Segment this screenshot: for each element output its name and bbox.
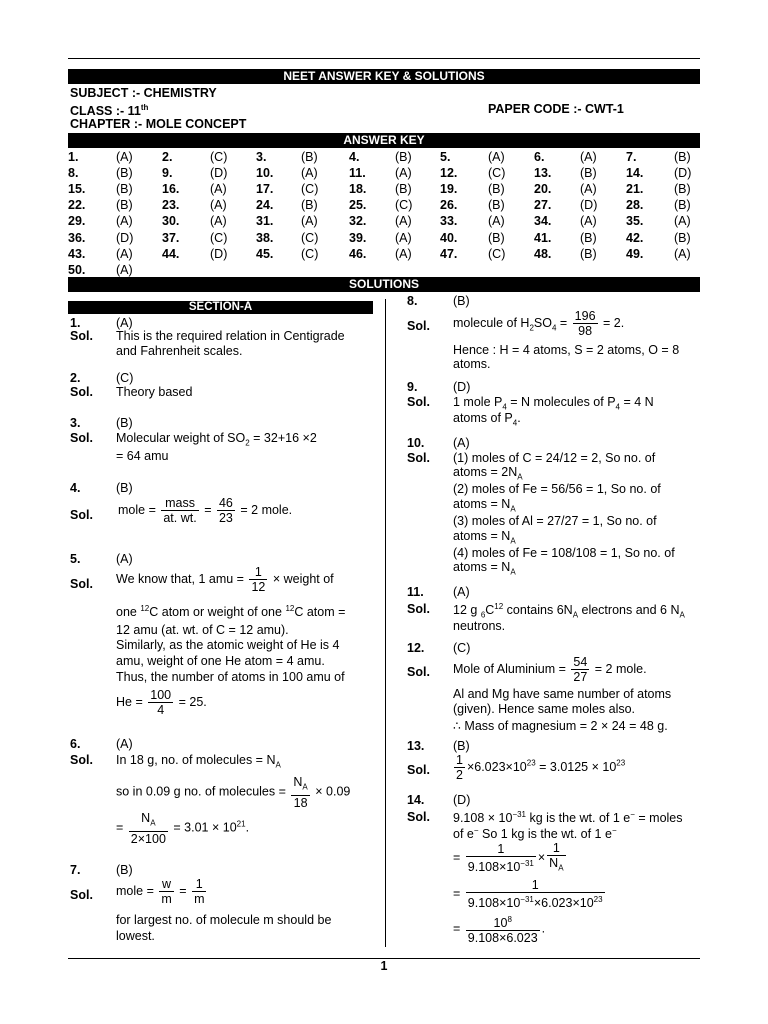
fraction: $\frac{\text{mass}}{at. wt.}$ [163,496,197,525]
fraction: $\frac{1}{12}$ [251,565,266,594]
solution-line: (1) moles of C = 24/12 = 2, So no. of [453,451,656,465]
top-rule [68,58,700,59]
answer-key-row [68,149,700,165]
document-title: NEET ANSWER KEY & SOLUTIONS [68,69,700,84]
key-answer: (B) [116,198,133,213]
key-question-number: 36. [68,230,86,245]
sol-label: Sol. [407,810,430,824]
key-answer: (A) [395,230,412,245]
solution-line: atoms of $P_4$. [453,411,521,428]
key-answer: (B) [395,181,412,196]
class-text: CLASS :- 11 [70,104,141,119]
key-question-number: 17. [256,181,274,196]
solution-line: Al and Mg have same number of atoms [453,687,672,701]
solution-text: Theory based [116,385,193,399]
answer-key-row [68,214,700,230]
key-answer: (C) [210,230,228,245]
solution-equation: = $\frac{10^8}{9.108\times 6.023}$ . [453,915,546,946]
key-answer: (A) [116,214,133,229]
key-answer: (D) [210,165,228,180]
solutions-title: SOLUTIONS [68,277,700,292]
key-question-number: 29. [68,214,86,229]
fraction: $\frac{1}{2}$ [456,753,463,782]
key-question-number: 13. [534,165,552,180]
key-answer: (C) [210,149,228,164]
key-answer: (B) [488,181,505,196]
fraction: $\frac{100}{4}$ [150,688,172,717]
sol-label: Sol. [70,753,93,767]
key-answer: (A) [210,181,227,196]
sol-label: Sol. [70,329,93,343]
sol-label: Sol. [407,395,430,409]
key-answer: (C) [395,198,413,213]
key-answer: (C) [301,230,319,245]
fraction: $\frac{1}{m}$ [194,877,205,906]
answer-key-row [68,230,700,246]
key-answer: (B) [301,198,318,213]
question-number: 5. [70,552,81,566]
subject-line: SUBJECT :- CHEMISTRY [70,86,217,100]
sol-label: Sol. [70,577,93,591]
fraction: $\frac{N_A}{2\times 100}$ [130,811,166,846]
sol-label: Sol. [70,431,93,445]
sol-label: Sol. [407,602,430,616]
solution-line: one $^{12}$C atom or weight of one $^{12}$C atom = [116,604,346,620]
fraction: $\frac{w}{m}$ [161,877,172,906]
question-answer: (C) [453,641,471,655]
key-answer: (D) [674,165,692,180]
question-number: 2. [70,371,81,385]
key-answer: (B) [301,149,318,164]
key-answer: (A) [395,165,412,180]
solution-line: of e− So 1 kg is the wt. of 1 e− [453,826,617,842]
key-answer: (D) [210,246,228,261]
key-answer: (B) [116,165,133,180]
key-answer: (A) [395,214,412,229]
solution-line: (4) moles of Fe = 108/108 = 1, So no. of [453,546,675,560]
key-answer: (C) [301,181,319,196]
key-answer: (C) [488,246,506,261]
question-answer: (A) [453,585,470,599]
solution-equation: $\frac{1}{2}$ $\times 6.023\times 10^{23} = 3.0125 \times 10^{23}$ [456,753,626,782]
page-number: 1 [380,959,388,973]
question-number: 4. [70,481,81,495]
key-question-number: 20. [534,181,552,196]
question-number: 6. [70,737,81,751]
solution-line: 12 amu (at. wt. of C = 12 amu). [116,623,289,637]
key-question-number: 50. [68,262,86,277]
answer-key-row [68,198,700,214]
key-question-number: 45. [256,246,274,261]
key-answer: (D) [580,198,598,213]
solution-line: $9.108 \times 10^{-31}$ kg is the wt. of 1 e− = moles [453,810,683,826]
solution-line: 12 g $_6C^{12}$ contains $6N_A$ electrons and 6 $N_A$ [453,602,685,620]
key-answer: (B) [580,165,597,180]
solution-line: Molecular weight of $SO_2 = 32+16 \times 2$ [116,431,317,448]
solution-equation: mole = $\frac{\text{mass}}{at. wt.}$ = $\frac{46}{23}$ = 2 mole. [118,496,293,525]
question-number: 1. [70,316,81,330]
key-question-number: 38. [256,230,274,245]
key-question-number: 5. [440,149,451,164]
sol-label: Sol. [407,451,430,465]
key-question-number: 47. [440,246,458,261]
sol-label: Sol. [407,763,430,777]
key-question-number: 19. [440,181,458,196]
question-answer: (B) [453,739,470,753]
key-answer: (B) [488,198,505,213]
key-question-number: 34. [534,214,552,229]
key-question-number: 44. [162,246,180,261]
key-question-number: 23. [162,198,180,213]
key-answer: (A) [301,165,318,180]
solution-line: atoms = $2N_A$ [453,465,523,482]
solution-line: (2) moles of Fe = 56/56 = 1, So no. of [453,482,661,496]
key-question-number: 25. [349,198,367,213]
key-answer: (B) [674,181,691,196]
key-answer: (B) [580,246,597,261]
solution-line: He = $\frac{100}{4}$ = 25. [116,688,207,717]
question-number: 13. [407,739,425,753]
key-question-number: 14. [626,165,644,180]
key-question-number: 32. [349,214,367,229]
answer-key-table [68,149,700,279]
solution-line: atoms = $N_A$ [453,560,516,577]
question-answer: (D) [453,793,471,807]
key-answer: (B) [674,230,691,245]
key-answer: (A) [674,246,691,261]
key-question-number: 4. [349,149,360,164]
solution-equation: mole = $\frac{w}{m}$ = $\frac{1}{m}$ [116,877,205,906]
key-question-number: 22. [68,198,86,213]
key-question-number: 27. [534,198,552,213]
question-answer: (A) [116,737,133,751]
key-question-number: 7. [626,149,637,164]
fraction: $\frac{N_A}{18}$ [293,775,308,810]
key-question-number: 8. [68,165,79,180]
key-question-number: 1. [68,149,79,164]
solution-line: 1 mole $P_4 = N$ molecules of $P_4 = 4$ N [453,395,654,412]
question-answer: (D) [453,380,471,394]
key-question-number: 49. [626,246,644,261]
solution-line: for largest no. of molecule m should be [116,913,332,927]
key-question-number: 42. [626,230,644,245]
solution-line: amu, weight of one He atom = 4 amu. [116,654,325,668]
question-answer: (A) [453,436,470,450]
question-number: 9. [407,380,418,394]
key-question-number: 40. [440,230,458,245]
question-answer: (B) [453,294,470,308]
question-answer: (B) [116,416,133,430]
solution-line: Thus, the number of atoms in 100 amu of [116,670,345,684]
question-answer: (C) [116,371,134,385]
question-answer: (A) [116,316,133,330]
key-question-number: 12. [440,165,458,180]
sol-label: Sol. [70,385,93,399]
solution-line: so in 0.09 g no. of molecules = $\frac{N_A}{18}$ × 0.09 [116,775,351,810]
key-question-number: 16. [162,181,180,196]
key-question-number: 33. [440,214,458,229]
key-answer: (A) [488,149,505,164]
question-answer: (B) [116,863,133,877]
solution-equation: = $\frac{1}{9.108\times 10^{-31}}$ × $\frac{1}{N_A}$ [453,841,564,875]
key-answer: (A) [210,214,227,229]
key-answer: (B) [580,230,597,245]
key-answer: (A) [395,246,412,261]
key-question-number: 15. [68,181,86,196]
fraction: $\frac{10^8}{9.108\times 6.023}$ [467,915,538,946]
solution-line: ∴ Mass of magnesium = 2 × 24 = 48 g. [453,719,668,733]
solution-line: = 64 amu [116,449,169,463]
key-answer: (B) [116,181,133,196]
key-question-number: 48. [534,246,552,261]
question-number: 11. [407,585,424,599]
question-number: 3. [70,416,81,430]
key-question-number: 9. [162,165,173,180]
key-answer: (B) [488,230,505,245]
class-superscript: th [140,103,149,112]
solution-line: (3) moles of Al = 27/27 = 1, So no. of [453,514,657,528]
fraction: $\frac{1}{9.108\times 10^{-31}\times 6.023\times 10^{23}}$ [467,878,603,911]
fraction: $\frac{196}{98}$ [574,309,596,338]
key-question-number: 46. [349,246,367,261]
section-a-heading: SECTION-A [68,301,373,314]
key-question-number: 35. [626,214,644,229]
solution-line: molecule of $H_2SO_4$ = $\frac{196}{98}$ = 2. [453,309,625,338]
key-question-number: 18. [349,181,367,196]
key-answer: (B) [674,149,691,164]
key-answer: (A) [116,246,133,261]
key-question-number: 41. [534,230,552,245]
key-answer: (A) [674,214,691,229]
key-answer: (C) [488,165,506,180]
solution-line: lowest. [116,929,155,943]
question-number: 14. [407,793,425,807]
solution-line: We know that, 1 amu = $\frac{1}{12}$ × weight of [116,565,334,594]
key-question-number: 6. [534,149,545,164]
fraction: $\frac{54}{27}$ [573,655,588,684]
question-answer: (B) [116,481,133,495]
fraction: $\frac{46}{23}$ [218,496,233,525]
key-question-number: 10. [256,165,274,180]
sol-label: Sol. [407,319,430,333]
solution-line: neutrons. [453,619,506,633]
solution-text: This is the required relation in Centigrade and Fahrenheit scales. [116,329,345,358]
solution-line: Mole of Aluminium = $\frac{54}{27}$ = 2 mole. [453,655,647,684]
key-question-number: 37. [162,230,180,245]
solution-line: atoms = $N_A$ [453,497,516,514]
fraction: $\frac{1}{9.108\times 10^{-31}}$ [467,842,534,875]
question-number: 7. [70,863,81,877]
solution-line: (given). Hence same moles also. [453,702,636,716]
question-number: 10. [407,436,425,450]
key-question-number: 31. [256,214,274,229]
key-question-number: 21. [626,181,644,196]
sol-label: Sol. [407,665,430,679]
key-question-number: 2. [162,149,173,164]
fraction: $\frac{1}{N_A}$ [549,841,564,873]
key-answer: (B) [395,149,412,164]
key-answer: (B) [674,198,691,213]
solution-line: Hence : H = 4 atoms, S = 2 atoms, O = 8 [453,343,680,357]
solution-line: In 18 g, no. of molecules = $N_A$ [116,753,281,770]
key-question-number: 24. [256,198,274,213]
chapter-line: CHAPTER :- MOLE CONCEPT [70,117,247,131]
key-question-number: 3. [256,149,267,164]
key-question-number: 26. [440,198,458,213]
answer-key-row [68,181,700,197]
solution-line: Similarly, as the atomic weight of He is 4 [116,638,340,652]
solution-line: = $\frac{N_A}{2\times 100}$ = $3.01 \times 10^{21}$. [116,811,250,846]
solution-equation: = $\frac{1}{9.108\times 10^{-31}\times 6.023\times 10^{23}}$ [453,878,603,911]
key-question-number: 11. [349,165,366,180]
question-answer: (A) [116,552,133,566]
answer-key-row [68,246,700,262]
solution-line: atoms. [453,357,491,371]
key-question-number: 28. [626,198,644,213]
key-answer: (A) [116,262,133,277]
question-number: 8. [407,294,418,308]
key-answer: (C) [301,246,319,261]
key-answer: (A) [301,214,318,229]
key-answer: (A) [488,214,505,229]
key-answer: (A) [116,149,133,164]
sol-label: Sol. [70,508,93,522]
solution-line: atoms = $N_A$ [453,529,516,546]
key-answer: (D) [116,230,134,245]
key-answer: (A) [210,198,227,213]
key-answer: (A) [580,149,597,164]
paper-code: PAPER CODE :- CWT-1 [488,102,624,116]
key-answer: (A) [580,181,597,196]
sol-label: Sol. [70,888,93,902]
column-divider [385,299,386,947]
question-number: 12. [407,641,425,655]
key-question-number: 43. [68,246,86,261]
answer-key-row [68,165,700,181]
answer-key-title: ANSWER KEY [68,133,700,148]
key-question-number: 39. [349,230,367,245]
key-question-number: 30. [162,214,180,229]
key-answer: (A) [580,214,597,229]
